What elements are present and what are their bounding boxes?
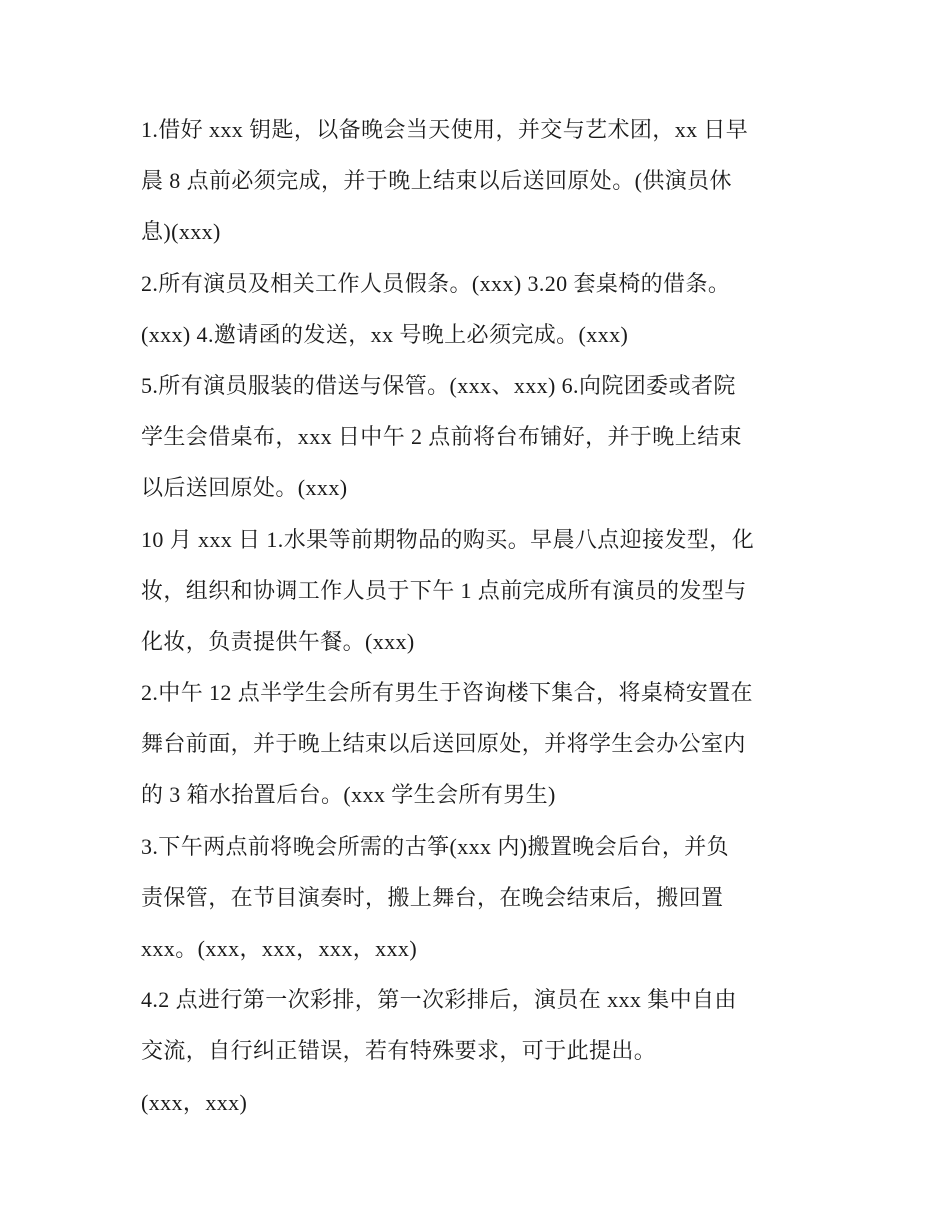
text-line: 5.所有演员服装的借送与保管。(xxx、xxx) 6.向院团委或者院 [141,372,736,398]
text-line: 责保管，在节目演奏时，搬上舞台，在晚会结束后，搬回置 [141,884,724,910]
text-line: 舞台前面，并于晚上结束以后送回原处，并将学生会办公室内 [141,731,746,757]
text-line: 2.中午 12 点半学生会所有男生于咨询楼下集合，将桌椅安置在 [141,680,753,706]
text-line: xxx。(xxx，xxx，xxx，xxx) [141,936,418,961]
text-line: 10 月 xxx 日 1.水果等前期物品的购买。早晨八点迎接发型，化 [141,526,755,552]
text-line: 学生会借桌布，xxx 日中午 2 点前将台布铺好，并于晚上结束 [141,424,742,450]
text-line: 3.下午两点前将晚会所需的古筝(xxx 内)搬置晚会后台，并负 [141,833,730,859]
text-line: 的 3 箱水抬置后台。(xxx 学生会所有男生) [141,782,556,808]
text-line: 4.2 点进行第一次彩排，第一次彩排后，演员在 xxx 集中自由 [141,987,737,1013]
text-line: (xxx) 4.邀请函的发送，xx 号晚上必须完成。(xxx) [141,321,629,347]
text-line: 晨 8 点前必须完成，并于晚上结束以后送回原处。(供演员休 [141,168,732,194]
text-line: 化妆，负责提供午餐。(xxx) [141,628,415,654]
text-line: 息)(xxx) [141,219,221,245]
text-line: 以后送回原处。(xxx) [141,475,348,501]
document-body [141,104,816,1128]
text-line: 1.借好 xxx 钥匙，以备晚会当天使用，并交与艺术团，xx 日早 [141,117,749,142]
text-line: 交流，自行纠正错误，若有特殊要求，可于此提出。 [141,1038,657,1064]
text-line: (xxx，xxx) [141,1089,248,1115]
text-line: 2.所有演员及相关工作人员假条。(xxx) 3.20 套桌椅的借条。 [141,270,731,296]
text-line: 妆，组织和协调工作人员于下午 1 点前完成所有演员的发型与 [141,577,747,603]
